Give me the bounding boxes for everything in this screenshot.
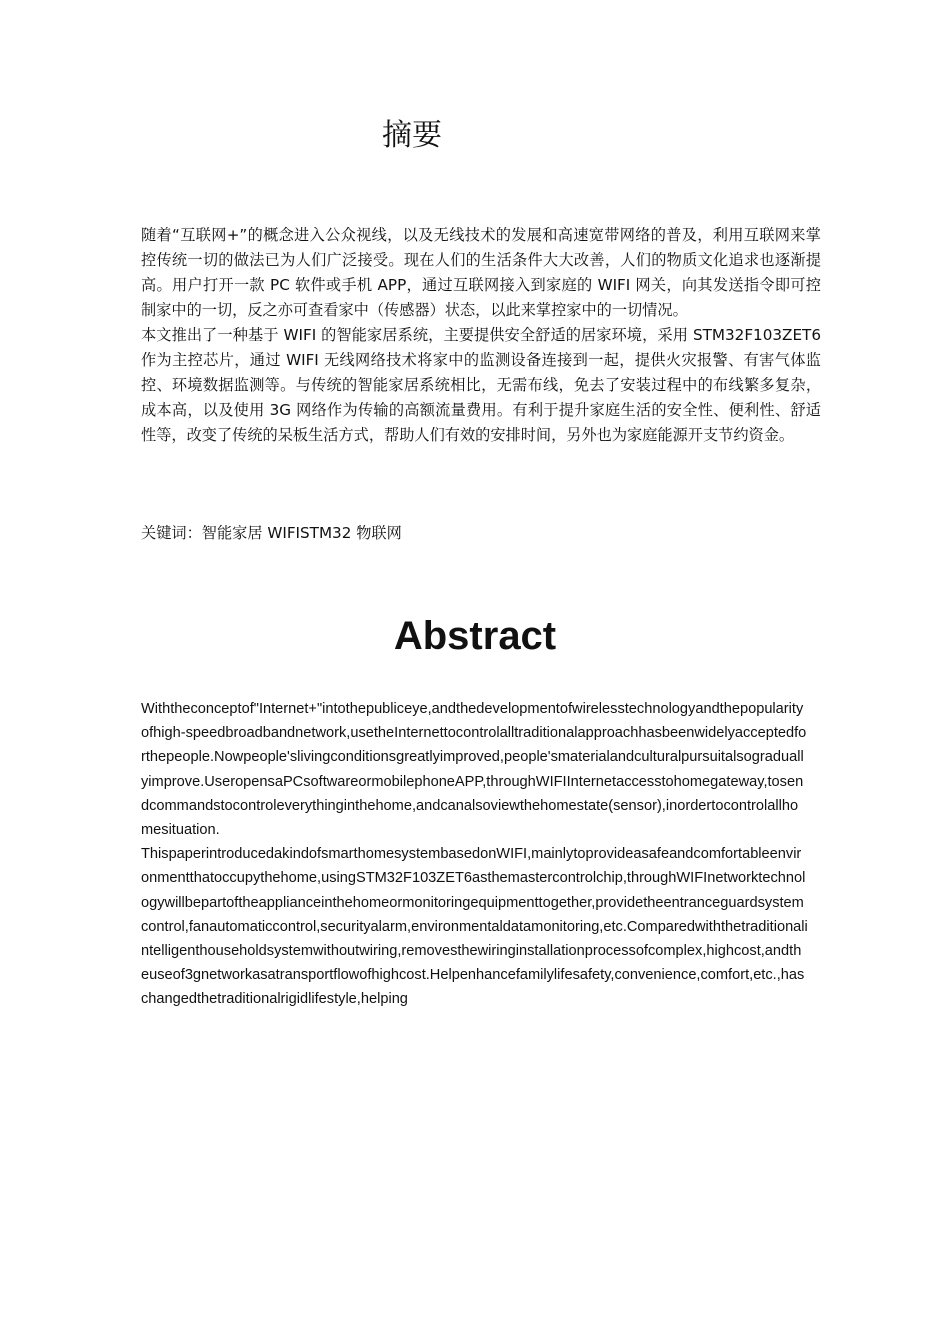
english-abstract-body [141, 697, 809, 1012]
english-abstract-paragraph-1: Withtheconceptof"Internet+"intothepubliceye,andthedevelopmentofwirelesstechnologyandthepopularityofhigh-speedbroadbandnetwork,usetheInternettocontrolalltraditionalapproachhasbeenwidelyacceptedforthepeople.Nowpeople'slivingconditionsgreatlyimproved,people'smaterialandculturalpursuitalsograduallyimprove.UseropensaPCsoftwareormobilephoneAPP,throughWIFIInternetaccesstohomegateway,tosendcommandstocontroleverythinginthehome,andcanalsoviewthehomestate(sensor),inordertocontrolallhomesituation. [141, 701, 807, 839]
chinese-abstract-title: 摘要 [382, 118, 442, 153]
chinese-abstract-paragraph-1: 随着“互联网+”的概念进入公众视线，以及无线技术的发展和高速宽带网络的普及，利用互联网来掌控传统一切的做法已为人们广泛接受。现在人们的生活条件大大改善，人们的物质文化追求也逐渐提高。用户打开一款 PC 软件或手机 APP，通过互联网接入到家庭的 WIFI 网关，向其发送指令即可控制家中的一切，反之亦可查看家中（传感器）状态，以此来掌控家中的一切情况。 [141, 226, 821, 319]
chinese-keywords: 关键词：智能家居 WIFISTM32 物联网 [141, 524, 402, 542]
chinese-abstract-paragraph-2: 本文推出了一种基于 WIFI 的智能家居系统，主要提供安全舒适的居家环境，采用 STM32F103ZET6 作为主控芯片，通过 WIFI 无线网络技术将家中的监测设备连接到一起，提供火灾报警、有害气体监控、环境数据监测等。与传统的智能家居系统相比，无需布线，免去了安装过程中的布线繁多复杂，成本高，以及使用 3G 网络作为传输的高额流量费用。有利于提升家庭生活的安全性、便利性、舒适性等，改变了传统的呆板生活方式，帮助人们有效的安排时间，另外也为家庭能源开支节约资金。 [141, 326, 821, 444]
english-abstract-title: Abstract [393, 614, 557, 658]
chinese-abstract-body [141, 223, 821, 448]
english-abstract-paragraph-2: ThispaperintroducedakindofsmarthomesystembasedonWIFI,mainlytoprovideasafeandcomfortableenvironmentthatoccupythehome,usingSTM32F103ZET6asthemastercontrolchip,throughWIFInetworktechnologywillbepartoftheapplianceinthehomeormonitoringequipmenttogether,providetheentranceguardsystemcontrol,fanautomaticcontrol,securityalarm,environmentaldatamonitoring,etc.Comparedwiththetraditionalintelligenthouseholdsystemwithoutwiring,removesthewiringinstallationprocessofcomplex,highcost,andtheuseof3gnetworkasatransportflowofhighcost.Helpenhancefamilylifesafety,convenience,comfort,etc.,haschangedthetraditionalrigidlifestyle,helping [141, 846, 808, 1008]
